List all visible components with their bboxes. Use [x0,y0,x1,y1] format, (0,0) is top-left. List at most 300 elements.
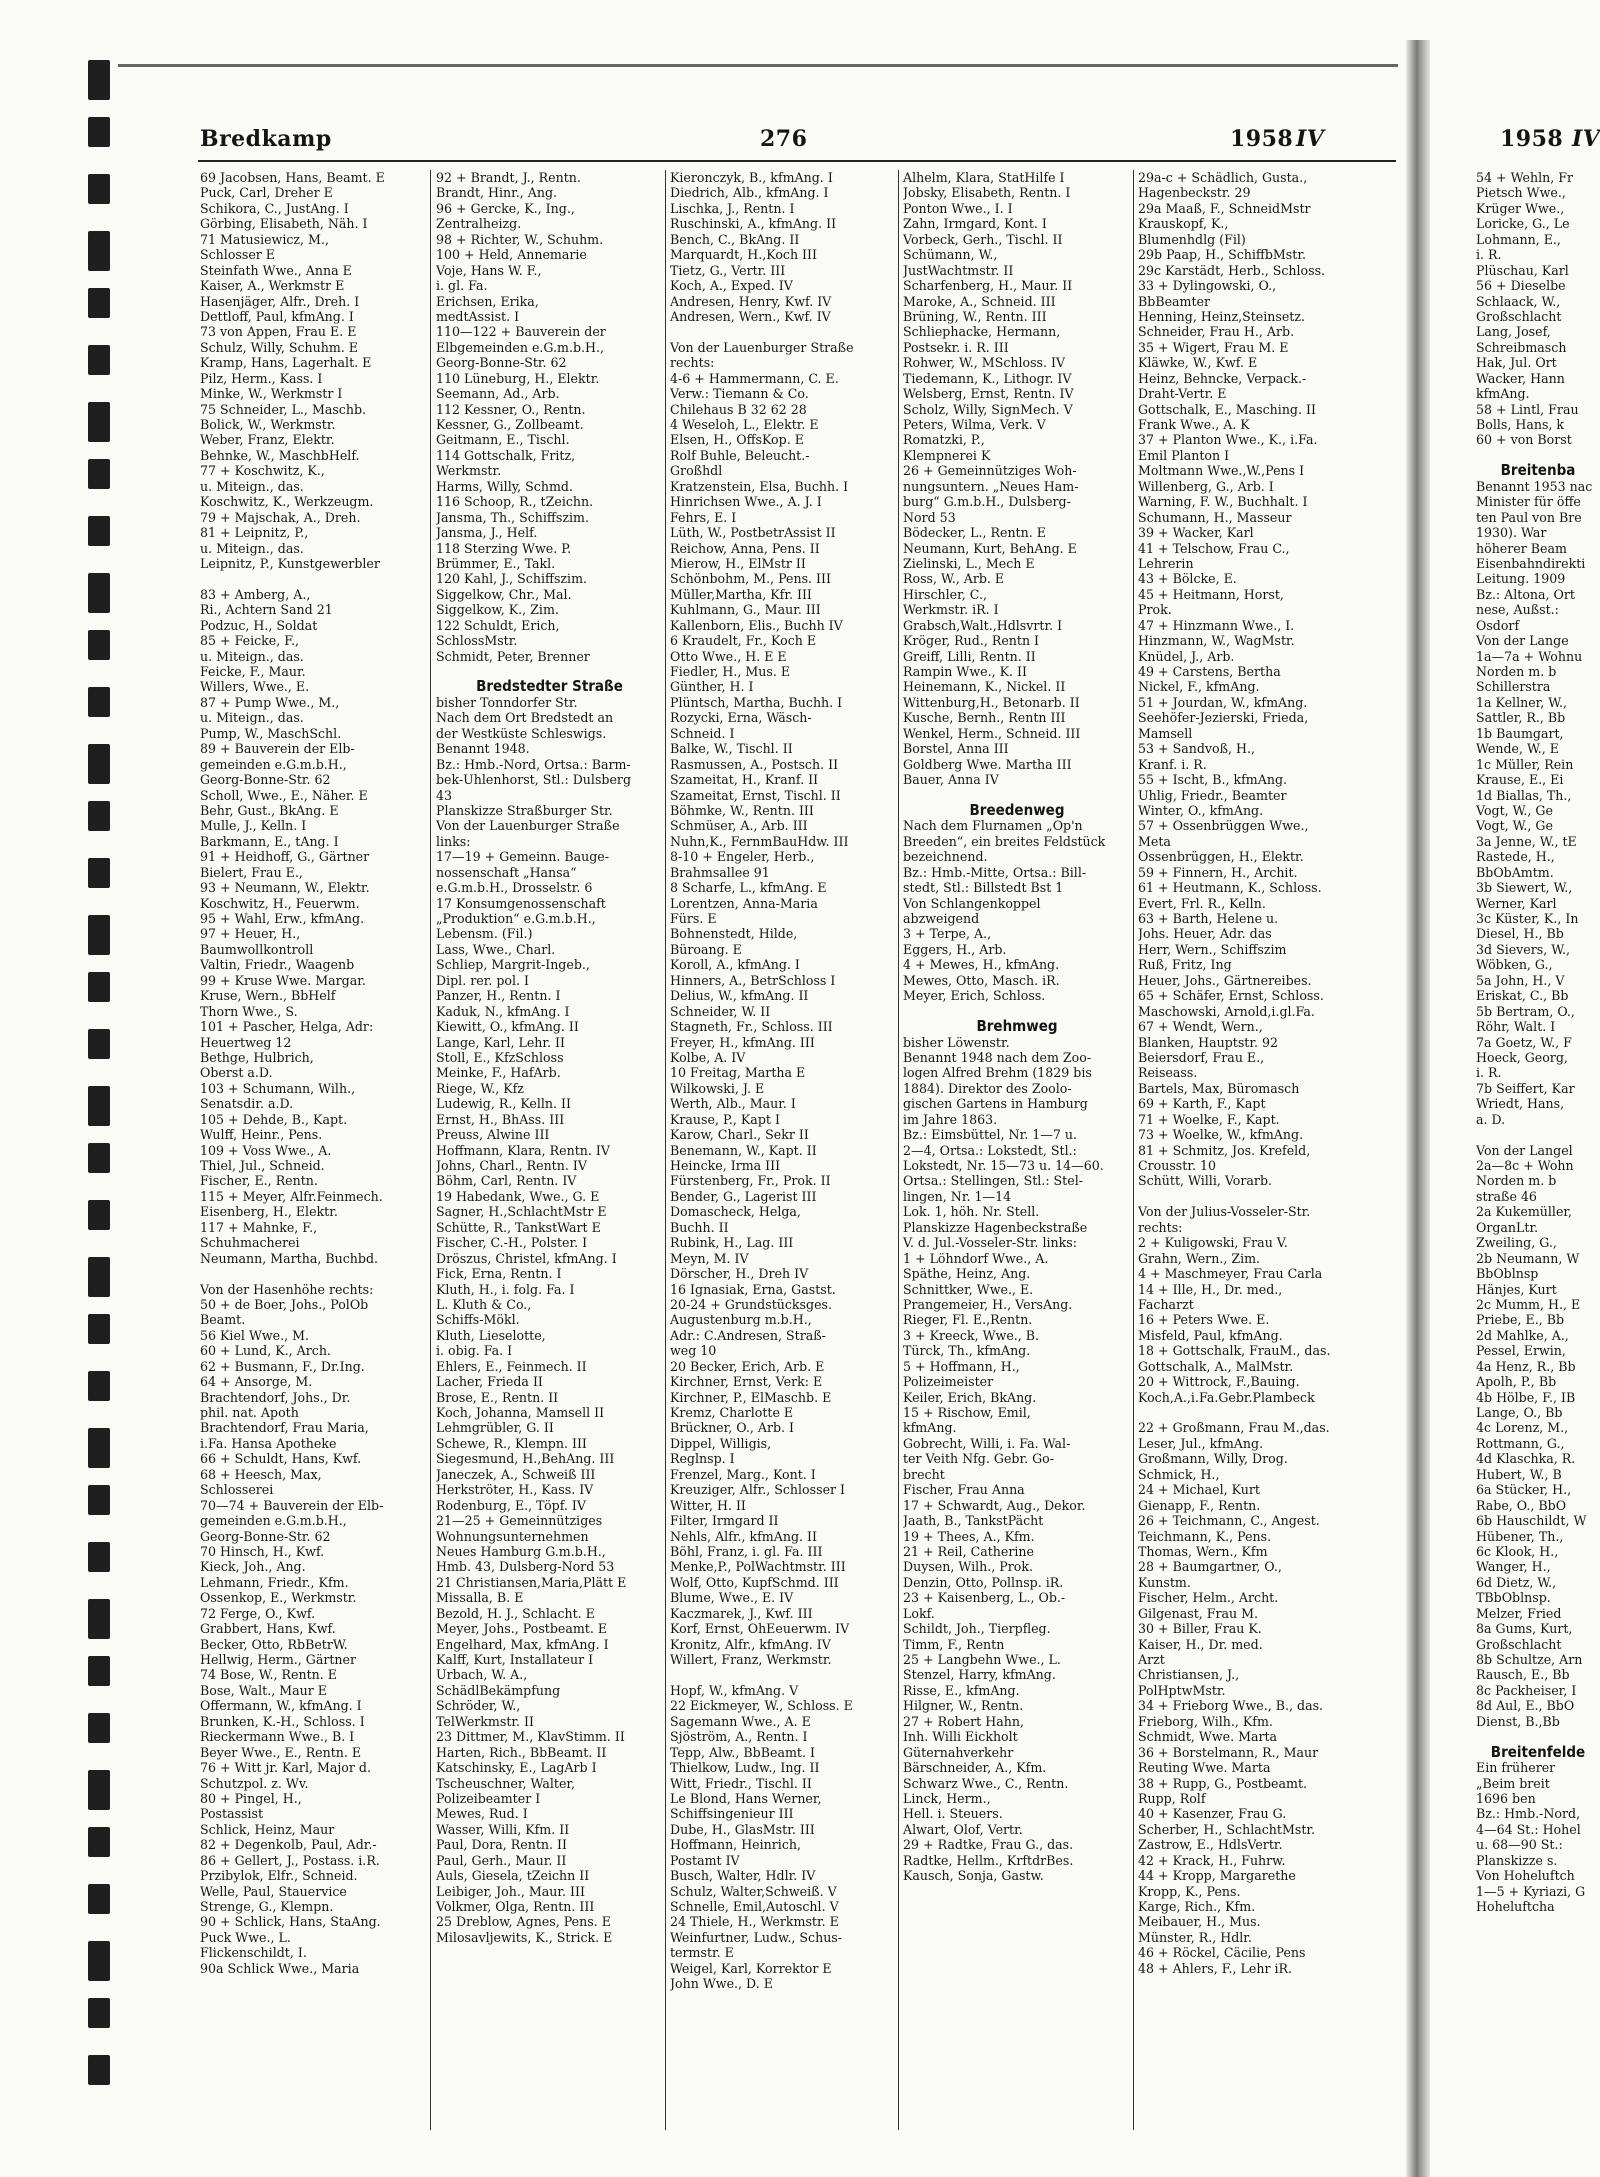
entry-line: Adr.: C.Andresen, Straß- [670,1327,826,1343]
entry-line: 69 + Karth, F., Kapt [1138,1096,1266,1112]
entry-line: brecht [903,1466,945,1482]
entry-line: 6c Klook, H., [1476,1543,1559,1559]
entry-line: 8c Packheiser, I [1476,1682,1577,1698]
entry-line: Herkströter, H., Kass. IV [436,1482,594,1498]
entry-line: Schneider, W. II [670,1003,771,1019]
entry-line: 97 + Heuer, H., [200,926,301,942]
entry-line: Bz.: Altona, Ort [1476,586,1575,602]
entry-line: Kläwke, W., Kwf. E [1138,355,1258,371]
entry-line: bisher Tonndorfer Str. [436,694,578,710]
entry-line: Böhmke, W., Rentn. III [670,802,814,818]
entry-line: 4d Klaschka, R. [1476,1451,1576,1467]
entry-line: Müller,Martha, Kfr. III [670,586,812,602]
entry-line: Ruschinski, A., kfmAng. II [670,216,837,232]
entry-line: Reglnsp. I [670,1451,735,1467]
entry-line: 5a John, H., V [1476,972,1565,988]
year: 1958 [1230,126,1294,152]
entry-line: 17—19 + Gemeinn. Bauge- [436,849,610,865]
entry-line: 116 Schoop, R., tZeichn. [436,494,594,510]
entry-line: Scherber, H., SchlachtMstr. [1138,1821,1316,1837]
entry-line: 21—25 + Gemeinnütziges [436,1513,603,1529]
entry-line: 2c Mumm, H., E [1476,1296,1581,1312]
entry-line: Lange, O., Bb [1476,1405,1563,1420]
entry-line: 16 + Peters Wwe. E. [1138,1312,1270,1328]
entry-line: Schmidt, Wwe. Marta [1138,1729,1278,1745]
entry-line: 21 + Reil, Catherine [903,1543,1034,1559]
entry-line: Rastede, H., [1476,849,1555,865]
entry-line: Grabsch,Walt.,Hdlsvrtr. I [903,617,1063,633]
entry-line: Borstel, Anna III [903,741,1009,757]
entry-line: Rieger, Fl. E.,Rentn. [903,1312,1033,1328]
entry-line: Wittenburg,H., Betonarb. II [903,694,1080,710]
entry-line: 93 + Neumann, W., Elektr. [200,880,370,896]
entry-line: Fick, Erna, Rentn. I [436,1266,562,1282]
entry-line: Zentralheizg. [436,216,522,232]
entry-line: Bz.: Hmb.-Nord, Ortsa.: Barm- [436,756,631,772]
entry-line: Dipl. rer. pol. I [436,972,529,988]
entry-line: Prok. [1138,602,1172,618]
entry-line: 3c Küster, K., In [1476,911,1579,926]
top-edge-line [118,64,1398,67]
entry-line: Hagenbeckstr. 29 [1138,185,1251,201]
entry-line: Bz.: Hmb.-Mitte, Ortsa.: Bill- [903,864,1087,880]
entry-line: 3 + Kreeck, Wwe., B. [903,1327,1040,1343]
entry-line: Diesel, H., Bb [1476,926,1564,942]
entry-line: rechts: [670,355,715,371]
entry-line: Podzuc, H., Soldat [200,617,318,633]
entry-line: 29a Maaß, F., SchneidMstr [1138,200,1311,216]
entry-line: burg“ G.m.b.H., Dulsberg- [903,494,1071,510]
entry-line [200,1266,428,1281]
entry-line: Prangemeier, H., VersAng. [903,1296,1073,1312]
entry-line: Lok. 1, höh. Nr. Stell. [903,1204,1040,1220]
entry-line: Ortsa.: Stellingen, Stl.: Stel- [903,1173,1083,1189]
entry-line: ten Paul von Bre [1476,509,1582,525]
entry-line: Rausch, E., Bb [1476,1667,1570,1683]
entry-line: Johns, Charl., Rentn. IV [436,1158,587,1173]
entry-line: Scholz, Willy, SignMech. V [903,401,1073,417]
entry-line: Kröger, Rud., Rentn I [903,633,1040,649]
entry-line: Vorbeck, Gerh., Tischl. II [903,231,1063,247]
entry-line: Dettloff, Paul, kfmAng. I [200,308,354,324]
entry-line: Hilgner, W., Rentn. [903,1698,1024,1714]
entry-line: 115 + Meyer, Alfr.Feinmech. [200,1188,383,1204]
entry-line: nossenschaft „Hansa“ [436,864,577,880]
entry-line: 98 + Richter, W., Schuhm. [436,231,604,247]
entry-line: Schewe, R., Klempn. III [436,1435,587,1451]
entry-line: Brüning, W., Rentn. III [903,308,1047,324]
entry-line: Risse, E., kfmAng. [903,1682,1020,1698]
entry-line: Osdorf [1476,617,1520,633]
entry-line: Sjöström, A., Rentn. I [670,1729,808,1745]
entry-line: Andresen, Henry, Kwf. IV [670,293,832,309]
entry-line: Lischka, J., Rentn. I [670,200,795,216]
entry-line: Pilz, Herm., Kass. I [200,370,323,386]
entry-line: Blume, Wwe., E. IV [670,1590,794,1606]
entry-line: Lacher, Frieda II [436,1374,543,1390]
entry-line: Busch, Walter, Hdlr. IV [670,1868,816,1884]
entry-line: Krauskopf, K., [1138,216,1229,232]
entry-line: Uhlig, Friedr., Beamter [1138,787,1287,803]
entry-line: Elsen, H., OffsKop. E [670,432,804,448]
entry-line: 41 + Telschow, Frau C., [1138,540,1290,556]
entry-line: Radtke, Hellm., KrftdrBes. [903,1852,1074,1868]
entry-line: Fischer, Frau Anna [903,1482,1025,1498]
entry-line: Senatsdir. a.D. [200,1096,294,1112]
entry-line: Beiersdorf, Frau E., [1138,1049,1265,1065]
entry-line: Sagner, H.,SchlachtMstr E [436,1204,607,1220]
entry-line: 109 + Voss Wwe., A. [200,1142,332,1158]
register-mark [88,1200,110,1230]
register-mark [88,744,110,784]
entry-line: Brandt, Hinr., Ang. [436,185,558,201]
entry-line: Meyn, M. IV [670,1250,749,1266]
entry-line: Denzin, Otto, Pollnsp. iR. [903,1574,1064,1590]
entry-line: 43 + Bölcke, E. [1138,571,1237,587]
entry-line: Duysen, Wilh., Prok. [903,1559,1033,1575]
street-heading: Brehmweg [976,1019,1058,1035]
entry-line: Flickenschildt, I. [200,1945,307,1961]
entry-line: Strenge, G., Klempn. [200,1899,334,1914]
entry-line: Oberst a.D. [200,1065,273,1081]
entry-line: Tietz, G., Vertr. III [670,262,786,278]
entry-line: 89 + Bauverein der Elb- [200,741,355,757]
entry-line: 76 + Witt jr. Karl, Major d. [200,1760,371,1776]
entry-line: Dienst, B.,Bb [1476,1713,1560,1729]
entry-line: Fürstenberg, Fr., Prok. II [670,1173,831,1189]
register-mark [88,858,110,888]
entry-line: 87 + Pump Wwe., M., [200,694,340,710]
entry-line: 49 + Carstens, Bertha [1138,664,1281,679]
entry-line: 4 + Maschmeyer, Frau Carla [1138,1266,1323,1282]
entry-line: Werkmstr. iR. I [903,602,999,618]
entry-line: 20-24 + Grundstücksges. [670,1296,832,1312]
entry-line: 7a Goetz, W., F [1476,1034,1572,1050]
entry-line: u. Miteign., das. [200,540,304,556]
entry-line: 63 + Barth, Helene u. [1138,911,1279,926]
entry-line: „Beim breit [1476,1775,1550,1791]
entry-line: Scholl, Wwe., E., Näher. E [200,787,368,803]
entry-line: Rohwer, W., MSchloss. IV [903,355,1066,371]
entry-line: Klempnerei K [903,447,991,463]
entry-line: Hopf, W., kfmAng. V [670,1682,799,1698]
entry-line: Bz.: Hmb.-Nord, [1476,1806,1581,1822]
entry-line: Nickel, F., kfmAng. [1138,679,1260,695]
entry-line: 2 + Kuligowski, Frau V. [1138,1235,1288,1251]
entry-line: Böhm, Carl, Rentn. IV [436,1173,577,1189]
entry-line: Paul, Dora, Rentn. II [436,1837,567,1853]
entry-line: 59 + Finnern, H., Archit. [1138,864,1298,880]
entry-line: 54 + Wehln, Fr [1476,170,1573,185]
entry-line: Großhdl [670,463,723,479]
entry-line: Crousstr. 10 [1138,1158,1217,1173]
entry-line: gischen Gartens in Hamburg [903,1096,1088,1112]
entry-line: Schliep, Margrit-Ingeb., [436,957,590,973]
right-page-volume: IV [1572,126,1600,152]
entry-line: 24 + Michael, Kurt [1138,1482,1260,1498]
entry-line: Knüdel, J., Arb. [1138,648,1235,664]
register-mark [88,288,110,318]
register-mark [88,459,110,489]
entry-line [1476,448,1600,463]
entry-line: Koch, Johanna, Mamsell II [436,1405,605,1420]
entry-line: Tepp, Alw., BbBeamt. I [670,1744,815,1760]
entry-line: 75 Schneider, L., Maschb. [200,401,367,417]
entry-line: Bauer, Anna IV [903,772,999,788]
entry-line: 110 Lüneburg, H., Elektr. [436,370,600,386]
entry-line: 68 + Heesch, Max, [200,1466,322,1482]
entry-line: Schulz, Walter,Schweiß. V [670,1883,837,1899]
entry-line: Erichsen, Erika, [436,293,539,309]
register-mark [88,1086,110,1126]
entry-line: Brümmer, E., Takl. [436,555,556,571]
entry-line: Planskizze Straßburger Str. [436,802,613,818]
entry-line: Rupp, Rolf [1138,1790,1206,1806]
entry-line: Leitung. 1909 [1476,571,1566,587]
entry-line: Münster, R., Hdlr. [1138,1929,1252,1945]
entry-line: Kramp, Hans, Lagerhalt. E [200,355,372,371]
entry-line: Beyer Wwe., E., Rentn. E [200,1744,362,1760]
entry-line: Brachtendorf, Frau Maria, [200,1420,369,1436]
entry-line: 5b Bertram, O., [1476,1003,1575,1019]
entry-line: Schiffsingenieur III [670,1806,794,1822]
entry-line: Moltmann Wwe.,W.,Pens I [1138,463,1305,479]
entry-line: Brachtendorf, Johs., Dr. [200,1389,351,1405]
entry-line: Von der Hasenhöhe rechts: [200,1281,374,1297]
entry-line: Werth, Alb., Maur. I [670,1096,796,1112]
entry-line: Welle, Paul, Stauervice [200,1883,347,1899]
register-mark [88,231,110,271]
entry-line: bezeichnend. [903,849,988,865]
entry-line: Siggelkow, K., Zim. [436,602,559,618]
entry-line: Misfeld, Paul, kfmAng. [1138,1327,1283,1343]
entry-line: Großmann, Willy, Drog. [1138,1451,1288,1467]
entry-line: Menke,P., PolWachtmstr. III [670,1559,846,1575]
entry-line: straße 46 [1476,1188,1537,1204]
entry-line: Brückner, O., Arb. I [670,1420,795,1436]
entry-line: Lehmann, Friedr., Kfm. [200,1574,349,1590]
register-mark [88,1599,110,1639]
entry-line: 80 + Pingel, H., [200,1790,302,1806]
entry-line: Katschinsky, E., LagArb I [436,1760,597,1776]
entry-line: 36 + Borstelmann, R., Maur [1138,1744,1319,1760]
entry-line: Bethge, Hulbrich, [200,1049,314,1065]
entry-line: Georg-Bonne-Str. 62 [200,772,331,788]
entry-line: Schlosser E [200,247,275,263]
entry-line: weg 10 [670,1343,717,1359]
entry-line: Hasenjäger, Alfr., Dreh. I [200,293,360,309]
entry-line: Lüth, W., PostbetrAssist II [670,525,836,541]
entry-line: Leibiger, Joh., Maur. III [436,1883,585,1899]
entry-line: Alwart, Olof, Vertr. [903,1821,1023,1837]
entry-line: 23 Dittmer, M., KlavStimm. II [436,1729,625,1745]
entry-line: Geitmann, E., Tischl. [436,432,570,448]
entry-line: Schikora, C., JustAng. I [200,200,349,216]
entry-line: Welsberg, Ernst, Rentn. IV [903,386,1074,402]
entry-line: Von der Lange [1476,633,1569,649]
entry-line: Heinz, Behncke, Verpack.- [1138,370,1307,386]
entry-line: Kranf. i. R. [1138,756,1207,772]
entry-line: Späthe, Heinz, Ang. [903,1266,1031,1282]
entry-line: Minister für öffe [1476,494,1581,510]
entry-line: BbOblnsp [1476,1266,1539,1282]
entry-line [436,664,663,679]
entry-line: Warning, F. W., Buchhalt. I [1138,494,1308,510]
entry-line: Schnittker, Wwe., E. [903,1281,1034,1297]
entry-line: Koch, A., Exped. IV [670,278,793,294]
entry-line: 10 Freitag, Martha E [670,1065,806,1081]
entry-line: Kalff, Kurt, Installateur I [436,1652,594,1667]
entry-line: Günther, H. I [670,679,754,695]
entry-line: Ross, W., Arb. E [903,571,1005,587]
entry-line: 114 Gottschalk, Fritz, [436,447,576,463]
entry-line: Lokstedt, Nr. 15—73 u. 14—60. [903,1158,1104,1173]
entry-line: Schütt, Willi, Vorarb. [1138,1173,1273,1189]
entry-line: Bolls, Hans, k [1476,417,1565,432]
entry-line: Rasmussen, A., Postsch. II [670,756,839,772]
entry-line: Kaiser, H., Dr. med. [1138,1636,1263,1652]
entry-line: BbBeamter [1138,293,1211,309]
entry-line: Görbing, Elisabeth, Näh. I [200,216,368,232]
entry-line: 4—64 St.: Hohel [1476,1821,1581,1837]
entry-line: 110—122 + Bauverein der [436,324,606,340]
entry-line: Kropp, K., Pens. [1138,1883,1241,1899]
entry-line: Loricke, G., Le [1476,216,1570,232]
entry-line: Verw.: Tiemann & Co. [670,386,809,402]
entry-line: Engelhard, Max, kfmAng. I [436,1636,609,1652]
entry-line [1138,1405,1400,1420]
entry-line: Neues Hamburg G.m.b.H., [436,1543,606,1559]
entry-line: TelWerkmstr. II [436,1713,534,1729]
register-mark [88,402,110,442]
entry-line: Wohnungsunternehmen [436,1528,589,1544]
entry-line: Lokf. [903,1605,935,1621]
entry-line: Wulff, Heinr., Pens. [200,1127,323,1143]
entry-line: Großschlacht [1476,308,1562,324]
entry-line: Gobrecht, Willi, i. Fa. Wal- [903,1435,1071,1451]
entry-line: Fiedler, H., Mus. E [670,664,791,679]
entry-line: Türck, Th., kfmAng. [903,1343,1031,1359]
entry-line: Siggelkow, Chr., Mal. [436,586,572,602]
entry-line: 45 + Heitmann, Horst, [1138,586,1284,602]
entry-line: Schliephacke, Hermann, [903,324,1061,340]
entry-line: Blumenhdlg (Fil) [1138,231,1246,247]
entry-line: 14 + Ille, H., Dr. med., [1138,1281,1283,1297]
entry-line: Rubink, H., Lag. III [670,1235,794,1251]
entry-line: Schuhmacherei [200,1235,300,1251]
entry-line: Schillerstra [1476,679,1551,695]
entry-line: Goldberg Wwe. Martha III [903,756,1072,772]
entry-line: bek-Uhlenhorst, Stl.: Dulsberg [436,772,632,788]
entry-line: 90a Schlick Wwe., Maria [200,1960,360,1976]
entry-line: Maroke, A., Schneid. III [903,293,1056,309]
entry-line: 42 + Krack, H., Fuhrw. [1138,1852,1286,1868]
entry-line: 50 + de Boer, Johs., PolOb [200,1296,369,1312]
entry-line: BbObAmtm. [1476,864,1554,880]
entry-line: Kuhlmann, G., Maur. III [670,602,821,618]
entry-line: Bz.: Eimsbüttel, Nr. 1—7 u. [903,1127,1077,1143]
entry-line: kfmAng. [1476,386,1530,402]
entry-line: Weigel, Karl, Korrektor E [670,1960,832,1976]
entry-line: Teichmann, K., Pens. [1138,1528,1272,1544]
entry-line: Lorentzen, Anna-Maria [670,895,818,911]
entry-line: PolHptwMstr. [1138,1682,1226,1698]
entry-line: Schumann, H., Masseur [1138,509,1292,525]
entry-line: Hinzmann, W., WagMstr. [1138,633,1295,649]
entry-line: Norden m. b [1476,1173,1557,1189]
entry-line: 15 + Rischow, Emil, [903,1405,1031,1420]
street-heading: Breitenba [1500,463,1576,479]
entry-line: i. obig. Fa. I [436,1343,513,1359]
entry-line: 81 + Leipnitz, P., [200,525,309,541]
entry-line: Rieckermann Wwe., B. I [200,1729,355,1745]
register-mark [88,174,110,204]
entry-line: termstr. E [670,1945,734,1961]
entry-line: Wenkel, Herm., Schneid. III [903,725,1081,741]
column-rule [898,170,899,2130]
entry-line: 19 + Thees, A., Kfm. [903,1528,1035,1544]
entry-line: u. Miteign., das. [200,648,304,664]
entry-line: Rodenburg, E., Töpf. IV [436,1497,586,1513]
entry-line: Valtin, Friedr., Waagenb [200,957,355,973]
entry-line: 3b Siewert, W., [1476,880,1573,896]
entry-line: Wasser, Willi, Kfm. II [436,1821,570,1837]
entry-line: Korf, Ernst, OhEeuerwm. IV [670,1621,850,1637]
entry-line: Domascheck, Helga, [670,1204,801,1220]
entry-line: 57 + Ossenbrüggen Wwe., [1138,818,1309,834]
entry-line: 4b Hölbe, F., IB [1476,1389,1576,1405]
entry-line: a. D. [1476,1111,1506,1127]
entry-line: Johs. Heuer, Adr. das [1138,926,1272,942]
entry-line: Andresen, Wern., Kwf. IV [670,308,831,324]
entry-line: Priebe, E., Bb [1476,1312,1565,1328]
entry-line: Gilgenast, Frau M. [1138,1605,1259,1621]
entry-line: Koschwitz, K., Werkzeugm. [200,494,374,510]
entry-line: Kallenborn, Elis., Buchh IV [670,617,843,633]
entry-line: ter Veith Nfg. Gebr. Go- [903,1451,1054,1467]
entry-line: 4 + Mewes, H., kfmAng. [903,957,1060,973]
entry-line: 5 + Hoffmann, H., [903,1358,1020,1374]
right-page-column [1476,170,1600,1914]
entry-line: Ruß, Fritz, Ing [1138,957,1232,973]
entry-line: höherer Beam [1476,540,1567,556]
entry-line: gemeinden e.G.m.b.H., [200,756,347,772]
entry-line: 3 + Terpe, A., [903,926,992,942]
register-mark [88,1998,110,2028]
entry-line: i. R. [1476,247,1502,263]
entry-line: Reichow, Anna, Pens. II [670,540,820,556]
entry-line: Heuer, Johs., Gärtnereibes. [1138,972,1312,988]
entry-line: 2b Neumann, W [1476,1250,1580,1266]
entry-line: Augustenburg m.b.H., [670,1312,812,1328]
entry-line: bisher Löwenstr. [903,1034,1010,1050]
entry-line: Hak, Jul. Ort [1476,355,1557,371]
entry-line: Willers, Wwe., E. [200,679,310,695]
entry-line: Benannt 1948. [436,741,530,757]
directory-column-1 [200,170,428,1976]
entry-line: Kirchner, Ernst, Verk: E [670,1374,823,1390]
entry-line: Mamsell [1138,725,1193,741]
entry-line: Pump, W., MaschSchl. [200,725,342,741]
entry-line: Hirschler, C., [903,586,987,602]
entry-line: 61 + Heutmann, K., Schloss. [1138,880,1322,896]
entry-line: 85 + Feicke, F., [200,633,300,649]
entry-line: 120 Kahl, J., Schiffszim. [436,571,588,587]
entry-line: 73 von Appen, Frau E. E [200,324,357,340]
entry-line [1476,1729,1600,1744]
register-mark [88,1143,110,1173]
entry-line: JustWachtmstr. II [903,262,1014,278]
